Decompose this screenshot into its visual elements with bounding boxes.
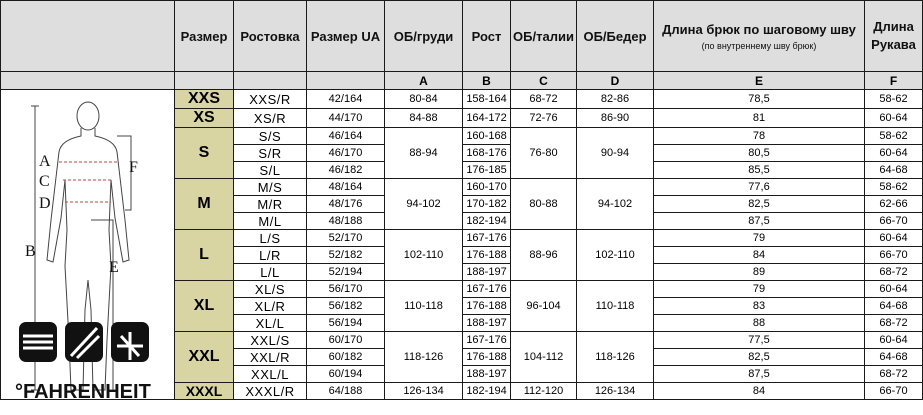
sleeve-cell: 66-70 — [865, 247, 923, 264]
inseam-cell: 79 — [654, 230, 865, 247]
sleeve-cell: 58-62 — [865, 128, 923, 145]
header-row — [1, 1, 923, 72]
size-ua-cell: 52/182 — [307, 247, 385, 264]
letter-blank — [175, 72, 234, 90]
letter-blank — [234, 72, 307, 90]
size-ua-cell: 46/164 — [307, 128, 385, 145]
sleeve-cell: 60-64 — [865, 332, 923, 349]
brand-name: °FAHRENHEIT — [15, 381, 151, 403]
inseam-title: Длина брюк по шаговому шву — [662, 21, 856, 37]
sleeve-cell: 64-68 — [865, 349, 923, 366]
col-height-type: Ростовка — [234, 1, 307, 72]
hips-cell: 94-102 — [577, 179, 654, 230]
waist-cell: 72-76 — [511, 109, 577, 128]
size-ua-cell: 56/194 — [307, 315, 385, 332]
letter-row — [1, 72, 923, 90]
height-type-cell: XXS/R — [234, 90, 307, 109]
height-type-cell: L/S — [234, 230, 307, 247]
waist-cell: 80-88 — [511, 179, 577, 230]
size-ua-cell: 42/164 — [307, 90, 385, 109]
height-type-cell: XL/L — [234, 315, 307, 332]
sleeve-cell: 64-68 — [865, 298, 923, 315]
inseam-cell: 81 — [654, 109, 865, 128]
height-cell: 160-170 — [463, 179, 511, 196]
sleeve-cell: 64-68 — [865, 162, 923, 179]
waist-cell: 112-120 — [511, 383, 577, 400]
height-cell: 182-194 — [463, 213, 511, 230]
col-chest: ОБ/груди — [385, 1, 463, 72]
chest-cell: 84-88 — [385, 109, 463, 128]
size-cell: XS — [175, 109, 234, 128]
hips-cell: 86-90 — [577, 109, 654, 128]
height-cell: 188-197 — [463, 264, 511, 281]
chest-cell: 80-84 — [385, 90, 463, 109]
height-cell: 176-188 — [463, 349, 511, 366]
letter-f: F — [865, 72, 923, 90]
sleeve-cell: 60-64 — [865, 145, 923, 162]
inseam-cell: 79 — [654, 281, 865, 298]
waist-cell: 88-96 — [511, 230, 577, 281]
hips-cell: 126-134 — [577, 383, 654, 400]
height-type-cell: XS/R — [234, 109, 307, 128]
body-measure-figure — [1, 90, 175, 412]
col-height: Рост — [463, 1, 511, 72]
height-cell: 182-194 — [463, 383, 511, 400]
height-cell: 168-176 — [463, 145, 511, 162]
hips-cell: 90-94 — [577, 128, 654, 179]
height-cell: 167-176 — [463, 230, 511, 247]
letter-b: B — [463, 72, 511, 90]
figure-label-c: C — [39, 173, 50, 190]
size-ua-cell: 48/176 — [307, 196, 385, 213]
sleeve-cell: 68-72 — [865, 264, 923, 281]
size-cell: XXL — [175, 332, 234, 383]
size-ua-cell: 48/164 — [307, 179, 385, 196]
figure-label-a: A — [39, 153, 51, 170]
height-type-cell: XXL/R — [234, 349, 307, 366]
size-cell: XXXL — [175, 383, 234, 400]
waist-cell: 104-112 — [511, 332, 577, 383]
size-cell: S — [175, 128, 234, 179]
col-inseam — [654, 1, 865, 72]
inseam-cell: 84 — [654, 247, 865, 264]
height-cell: 188-197 — [463, 315, 511, 332]
chest-cell: 118-126 — [385, 332, 463, 383]
size-ua-cell: 56/182 — [307, 298, 385, 315]
inseam-cell: 77,5 — [654, 332, 865, 349]
size-cell: M — [175, 179, 234, 230]
sleeve-cell: 60-64 — [865, 281, 923, 298]
table-row — [1, 90, 923, 109]
col-size: Размер — [175, 1, 234, 72]
letter-e: E — [654, 72, 865, 90]
waist-cell: 96-104 — [511, 281, 577, 332]
sleeve-cell: 68-72 — [865, 315, 923, 332]
corner-cell — [1, 1, 175, 72]
size-ua-cell: 64/188 — [307, 383, 385, 400]
inseam-cell: 77,6 — [654, 179, 865, 196]
size-ua-cell: 44/170 — [307, 109, 385, 128]
col-waist: ОБ/талии — [511, 1, 577, 72]
height-type-cell: XL/R — [234, 298, 307, 315]
letter-c: C — [511, 72, 577, 90]
sleeve-cell: 68-72 — [865, 366, 923, 383]
col-hips: ОБ/Бедер — [577, 1, 654, 72]
height-cell: 176-188 — [463, 247, 511, 264]
height-type-cell: XL/S — [234, 281, 307, 298]
size-ua-cell: 52/194 — [307, 264, 385, 281]
height-cell: 188-197 — [463, 366, 511, 383]
height-type-cell: S/L — [234, 162, 307, 179]
chest-cell: 102-110 — [385, 230, 463, 281]
height-cell: 176-185 — [463, 162, 511, 179]
height-cell: 176-188 — [463, 298, 511, 315]
size-ua-cell: 56/170 — [307, 281, 385, 298]
size-ua-cell: 46/170 — [307, 145, 385, 162]
inseam-cell: 84 — [654, 383, 865, 400]
size-cell: XL — [175, 281, 234, 332]
letter-blank — [307, 72, 385, 90]
hips-cell: 118-126 — [577, 332, 654, 383]
figure-label-f: F — [129, 159, 138, 176]
size-ua-cell: 60/182 — [307, 349, 385, 366]
size-cell: XXS — [175, 90, 234, 109]
letter-a: A — [385, 72, 463, 90]
hips-cell: 82-86 — [577, 90, 654, 109]
size-ua-cell: 46/182 — [307, 162, 385, 179]
height-type-cell: M/S — [234, 179, 307, 196]
height-type-cell: S/S — [234, 128, 307, 145]
letter-d: D — [577, 72, 654, 90]
col-sleeve: Длина Рукава — [865, 1, 923, 72]
height-type-cell: L/R — [234, 247, 307, 264]
inseam-cell: 83 — [654, 298, 865, 315]
height-cell: 167-176 — [463, 332, 511, 349]
inseam-cell: 87,5 — [654, 213, 865, 230]
sleeve-cell: 60-64 — [865, 109, 923, 128]
height-type-cell: XXXL/R — [234, 383, 307, 400]
chest-cell: 110-118 — [385, 281, 463, 332]
figure-label-b: B — [25, 243, 36, 260]
height-type-cell: XXL/L — [234, 366, 307, 383]
hips-cell: 110-118 — [577, 281, 654, 332]
height-cell: 160-168 — [463, 128, 511, 145]
sleeve-cell: 66-70 — [865, 383, 923, 400]
height-cell: 158-164 — [463, 90, 511, 109]
chest-cell: 94-102 — [385, 179, 463, 230]
size-cell: L — [175, 230, 234, 281]
height-type-cell: XXL/S — [234, 332, 307, 349]
inseam-note: (по внутреннему шву брюк) — [701, 40, 817, 51]
inseam-cell: 82,5 — [654, 349, 865, 366]
sleeve-cell: 66-70 — [865, 213, 923, 230]
mannequin-icon — [1, 90, 175, 412]
size-ua-cell: 60/170 — [307, 332, 385, 349]
sleeve-cell: 60-64 — [865, 230, 923, 247]
col-size-ua: Размер UA — [307, 1, 385, 72]
size-ua-cell: 52/170 — [307, 230, 385, 247]
chest-cell: 126-134 — [385, 383, 463, 400]
inseam-cell: 88 — [654, 315, 865, 332]
size-ua-cell: 60/194 — [307, 366, 385, 383]
letter-blank — [1, 72, 175, 90]
inseam-cell: 87,5 — [654, 366, 865, 383]
inseam-cell: 82,5 — [654, 196, 865, 213]
height-type-cell: S/R — [234, 145, 307, 162]
sleeve-cell: 58-62 — [865, 179, 923, 196]
height-cell: 170-182 — [463, 196, 511, 213]
figure-label-d: D — [39, 195, 51, 212]
size-ua-cell: 48/188 — [307, 213, 385, 230]
inseam-cell: 78 — [654, 128, 865, 145]
sleeve-cell: 62-66 — [865, 196, 923, 213]
waist-cell: 68-72 — [511, 90, 577, 109]
height-cell: 167-176 — [463, 281, 511, 298]
hips-cell: 102-110 — [577, 230, 654, 281]
figure-cell — [1, 90, 175, 403]
waist-cell: 76-80 — [511, 128, 577, 179]
inseam-cell: 78,5 — [654, 90, 865, 109]
inseam-cell: 89 — [654, 264, 865, 281]
height-type-cell: L/L — [234, 264, 307, 281]
inseam-cell: 85,5 — [654, 162, 865, 179]
height-cell: 164-172 — [463, 109, 511, 128]
chest-cell: 88-94 — [385, 128, 463, 179]
figure-label-e: E — [109, 259, 119, 276]
height-type-cell: M/R — [234, 196, 307, 213]
sleeve-cell: 58-62 — [865, 90, 923, 109]
height-type-cell: M/L — [234, 213, 307, 230]
inseam-cell: 80,5 — [654, 145, 865, 162]
